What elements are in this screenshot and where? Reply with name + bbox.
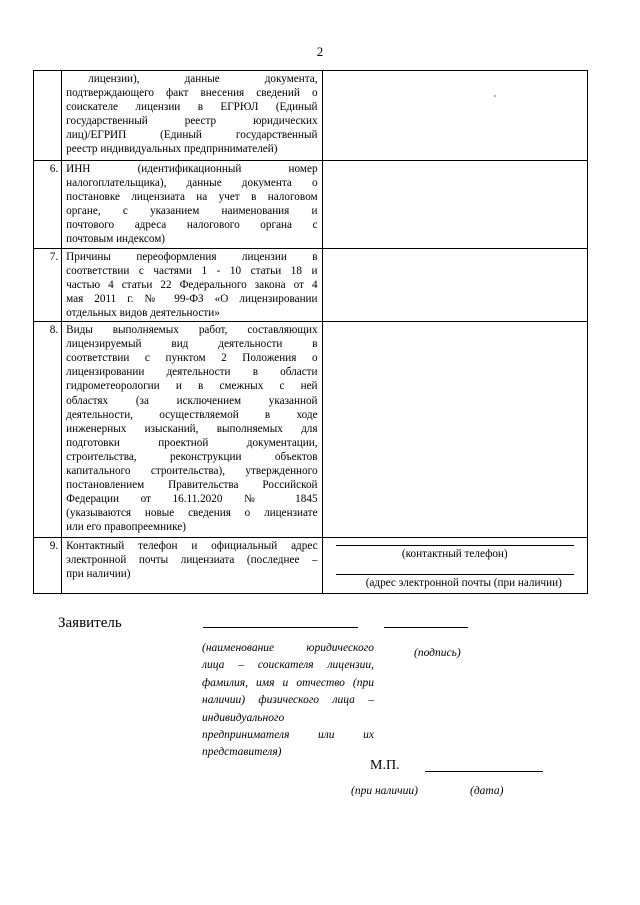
signature-note: (подпись) <box>414 647 461 659</box>
date-line[interactable] <box>425 771 543 772</box>
phone-line[interactable] <box>336 545 574 546</box>
seal-label: М.П. <box>370 758 400 773</box>
row-number: 6. <box>34 161 62 249</box>
row-description: ИНН (идентификационный номер налогоплательщика), данные документа о постановке лицензиата на учет в налоговом органе, с указанием наименования и почтового адреса налогового органа с почтовым индексом) <box>62 161 322 249</box>
row-value-field[interactable] <box>322 71 587 161</box>
table-row <box>34 71 588 161</box>
signature-line[interactable] <box>384 627 468 628</box>
applicant-name-line[interactable] <box>203 627 358 628</box>
applicant-label: Заявитель <box>58 615 122 631</box>
email-caption: (адрес электронной почты (при наличии) <box>365 577 562 590</box>
phone-caption: (контактный телефон) <box>401 548 508 561</box>
row-value-field[interactable] <box>322 161 587 249</box>
table-row <box>34 248 588 321</box>
contact-value-cell <box>322 538 587 594</box>
page-number: 2 <box>316 44 324 59</box>
email-line[interactable] <box>336 574 574 575</box>
row-description: лицензии), данные документа, подтверждающего факт внесения сведений о соискателе лицензии в ЕГРЮЛ (Единый государственный реестр юридических лиц)/ЕГРИП (Единый государственный реестр индивидуальных предпринимателей) <box>62 71 322 161</box>
table-row <box>34 161 588 249</box>
row-number: 9. <box>34 538 62 594</box>
row-description: Контактный телефон и официальный адрес электронной почты лицензиата (последнее – при наличии) <box>62 538 322 594</box>
row-number <box>34 71 62 161</box>
row-value-field[interactable] <box>322 248 587 321</box>
row-number: 8. <box>34 322 62 538</box>
row-number: 7. <box>34 248 62 321</box>
row-description: Причины переоформления лицензии в соответствии с частями 1 - 10 статьи 18 и частью 4 статьи 22 Федерального закона от 4 мая 2011 г. № 99-ФЗ «О лицензировании отдельных видов деятельности» <box>62 248 322 321</box>
table-row <box>34 322 588 538</box>
applicant-name-note: (наименование юридического лица – соискателя лицензии, фамилия, имя и отчество (при наличии) физического лица – индивидуального предпринимателя или их представителя) <box>202 642 374 759</box>
row-value-field[interactable] <box>322 322 587 538</box>
date-note: (дата) <box>470 785 504 797</box>
license-form-table <box>33 70 588 594</box>
row-description: Виды выполняемых работ, составляющих лицензируемый вид деятельности в соответствии с пунктом 2 Положения о лицензировании деятельности в области гидрометеорологии и в смежных с ней областях (за исключением указанной деятельности, осуществляемой в ходе инженерных изысканий, выполняемых для подготовки проектной документации, строительства, реконструкции объектов капитального строительства), утвержденного постановлением Правительства Российской Федерации от 16.11.2020 № 1845 (указываются новые сведения о лицензиате или его правопреемнике) <box>62 322 322 538</box>
table-row <box>34 538 588 594</box>
seal-note: (при наличии) <box>351 785 418 797</box>
